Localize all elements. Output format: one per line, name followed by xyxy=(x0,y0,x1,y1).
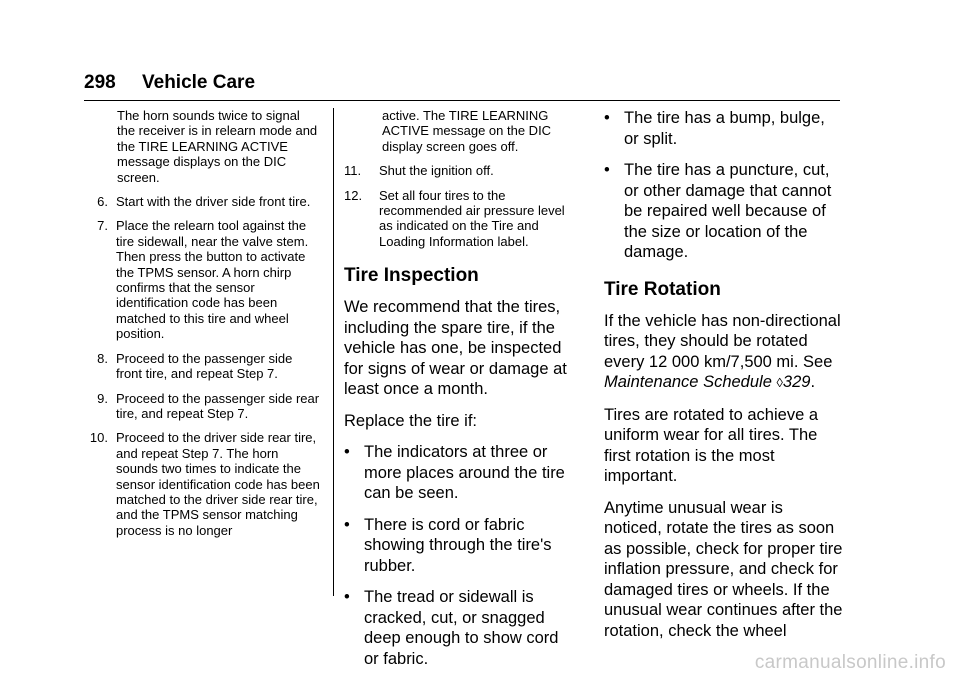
step-item xyxy=(344,188,574,250)
step-number: 12. xyxy=(344,187,363,203)
section-title: Vehicle Care xyxy=(142,72,256,93)
page-ref-arrow-icon: ◊ xyxy=(776,375,783,390)
column-2 xyxy=(344,108,574,680)
step-item xyxy=(344,163,574,178)
step-item xyxy=(84,194,320,209)
step-item xyxy=(84,391,320,422)
bullet-text: There is cord or fabric showing through the tire's rubber. xyxy=(364,515,552,575)
rotation-paragraph-3: Anytime unusual wear is noticed, rotate the tires as soon as possible, check for proper tire inflation pressure, and check for damaged tires or wheels. If the unusual wear continues after the rotation, check the wheel xyxy=(604,498,843,640)
list-item xyxy=(344,515,574,577)
header-rule xyxy=(84,100,840,101)
section-heading-tire-rotation: Tire Rotation xyxy=(604,278,721,300)
intro-paragraph: The horn sounds twice to signal the receiver is in relearn mode and the TIRE LEARNING ACTIVE message displays on the DIC screen. xyxy=(117,108,318,185)
rotation-text: If the vehicle has non-directional tires, they should be rotated every 12 000 km/7,500 mi. See xyxy=(604,311,841,371)
bullet-text: The tire has a bump, bulge, or split. xyxy=(624,109,825,148)
bullet-icon: • xyxy=(604,161,610,179)
replace-intro: Replace the tire if: xyxy=(344,411,477,430)
step-text: Proceed to the passenger side rear tire, and repeat Step 7. xyxy=(116,390,320,421)
rotation-paragraph-2: Tires are rotated to achieve a uniform wear for all tires. The first rotation is the most important. xyxy=(604,405,819,485)
step-number: 10. xyxy=(89,430,108,446)
step-text: Place the relearn tool against the tire sidewall, near the valve stem. Then press the button to activate the TPMS sensor. A horn chirp confirms that the sensor identification code has been matched to this tire and wheel position. xyxy=(116,218,309,342)
watermark: carmanualsonline.info xyxy=(754,652,946,673)
step-item xyxy=(84,218,320,341)
bullet-icon: • xyxy=(344,443,350,462)
column-1 xyxy=(84,108,320,547)
list-item xyxy=(604,160,844,263)
step-number: 9. xyxy=(97,390,108,406)
step-text: Start with the driver side front tire. xyxy=(116,194,311,210)
page-number: 298 xyxy=(84,72,116,93)
bullet-text: The tread or sidewall is cracked, cut, or snagged deep enough to show cord or fabric. xyxy=(364,588,559,668)
continued-text: active. The TIRE LEARNING ACTIVE message on the DIC display screen goes off. xyxy=(382,108,552,154)
step-text: Proceed to the driver side rear tire, and repeat Step 7. The horn sounds two times to indicate the sensor identification code has been matched to the driver side rear tire, and the TPMS sensor matching process is no longer xyxy=(116,430,320,538)
bullet-text: The indicators at three or more places around the tire can be seen. xyxy=(364,443,565,503)
list-item xyxy=(344,442,574,504)
step-number: 8. xyxy=(97,350,108,366)
inspection-paragraph: We recommend that the tires, including the spare tire, if the vehicle has one, be inspected for signs of wear or damage at least once a month. xyxy=(344,298,567,399)
step-number: 6. xyxy=(97,194,108,210)
step-number: 7. xyxy=(97,218,108,234)
step-item xyxy=(84,351,320,382)
step-number: 11. xyxy=(344,163,362,179)
step-text: Proceed to the passenger side front tire, and repeat Step 7. xyxy=(116,350,293,382)
bullet-icon: • xyxy=(344,588,350,607)
maintenance-schedule-link[interactable]: Maintenance Schedule xyxy=(604,373,772,391)
list-item xyxy=(604,108,844,149)
bullet-text: The tire has a puncture, cut, or other damage that cannot be repaired well because of the size or location of the damage. xyxy=(624,161,832,261)
column-divider xyxy=(333,108,334,596)
section-heading-tire-inspection: Tire Inspection xyxy=(344,265,479,287)
step-text: Set all four tires to the recommended air pressure level as indicated on the Tire and Loading Information label. xyxy=(379,187,565,249)
bullet-icon: • xyxy=(604,109,610,127)
bullet-icon: • xyxy=(344,515,350,534)
list-item xyxy=(344,587,574,669)
step-item xyxy=(84,430,320,538)
page-header xyxy=(84,72,255,94)
column-3 xyxy=(604,108,844,652)
page-ref-number[interactable]: 329 xyxy=(782,373,811,391)
step-text: Shut the ignition off. xyxy=(379,163,494,179)
rotation-paragraph xyxy=(604,311,844,394)
period: . xyxy=(810,373,816,391)
